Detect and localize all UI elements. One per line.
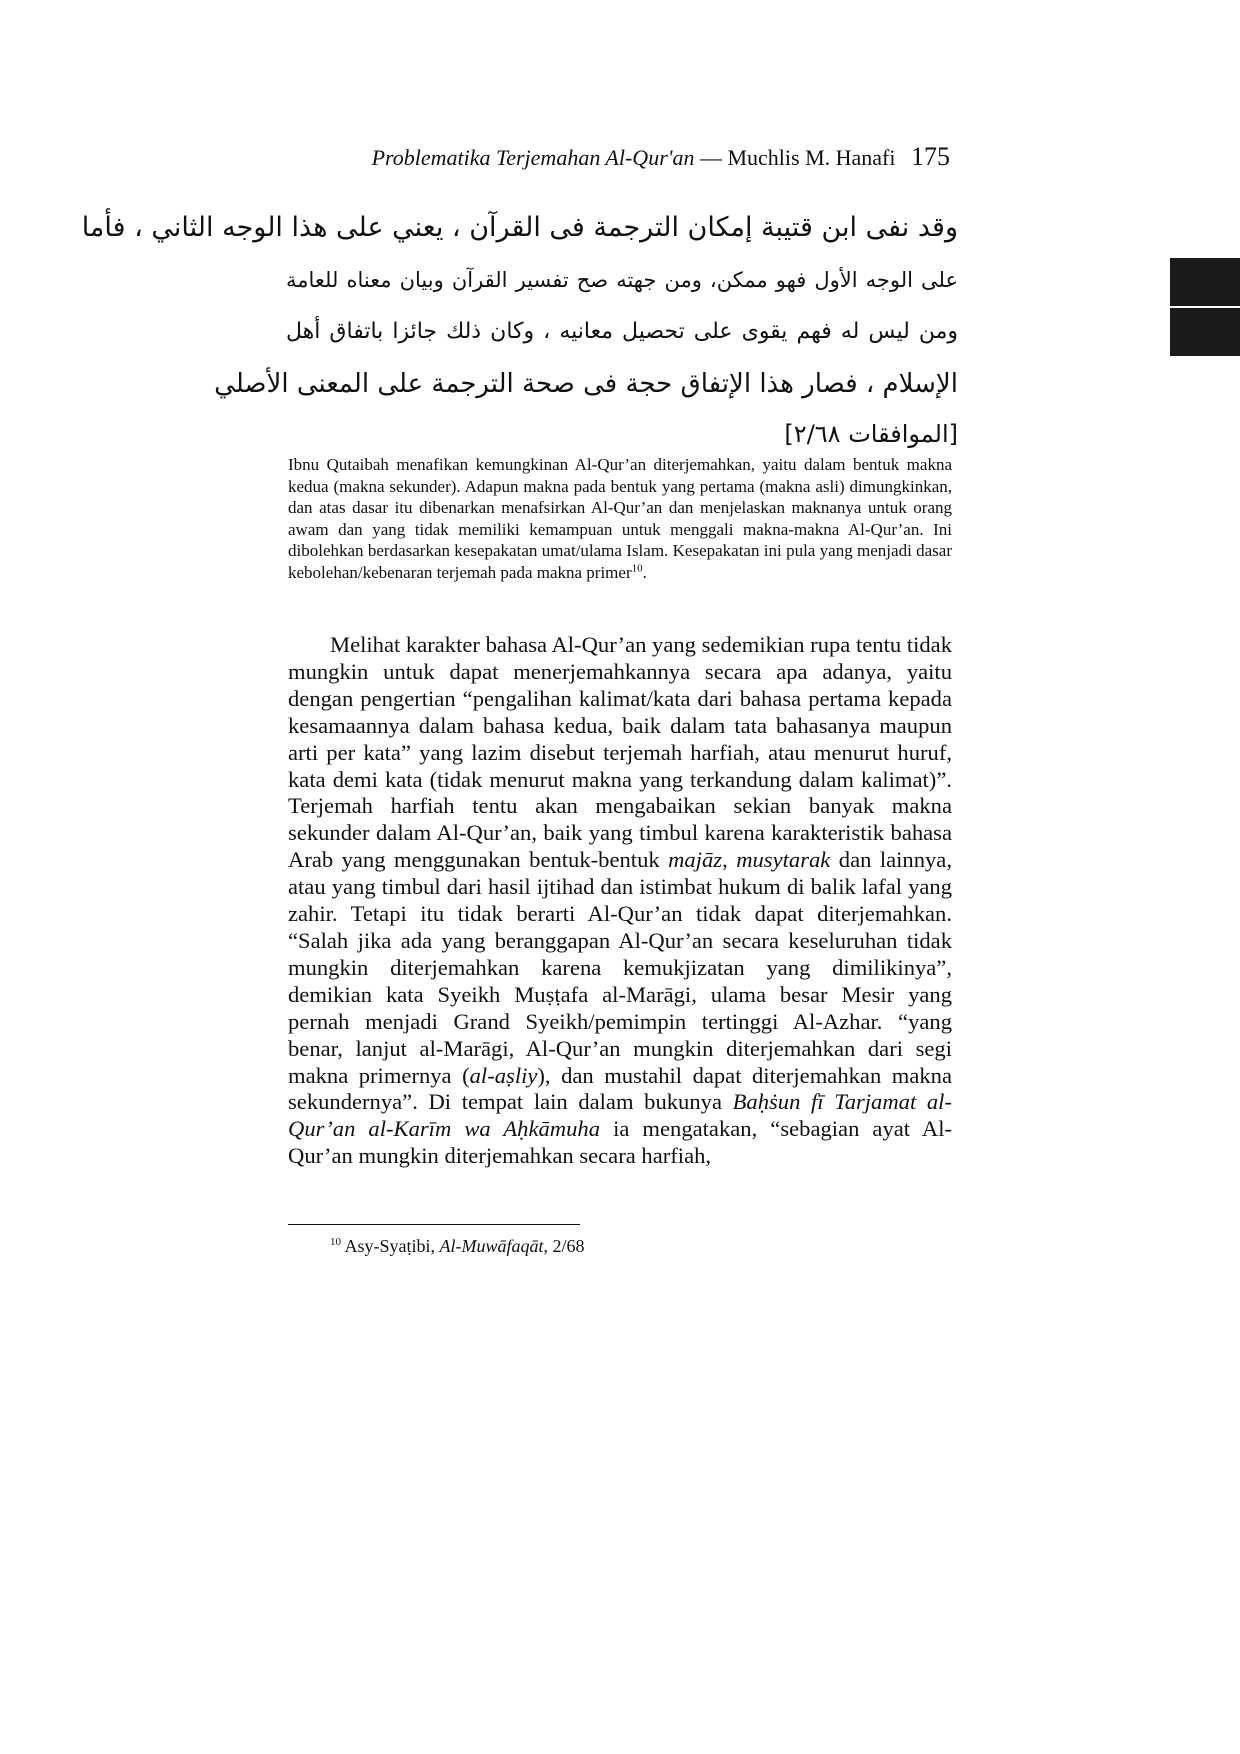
running-head-title: Problematika Terjemahan Al-Qur'an	[371, 145, 695, 170]
term-al-asliy: al-aṣliy	[469, 1062, 538, 1088]
term-musytarak: musytarak	[736, 847, 831, 873]
body-text-part-3: dan lainnya, atau yang timbul dari hasil ijtihad dan istimbat hukum di balik lafal yang zahir. Tetapi itu tidak berarti Al-Qur’an tidak dapat diterjemahkan. “Salah jika ada yang beranggapan Al-Qur’an secara keseluruhan tidak mungkin diterjemahkan karena kemukjizatan yang dimilikinya”, demikian kata Syeikh Muṣṭafa al-Marāgi, ulama besar Mesir yang pernah menjadi Grand Syeikh/pemimpin tertinggi Al-Azhar. “yang benar, lanjut al-Marāgi, Al-Qur’an mungkin diterjemahkan dari segi makna primernya (	[288, 847, 952, 1088]
quote-translation	[288, 454, 952, 583]
body-text-part-5: ia mengatakan, “sebagian ayat Al-Qur’an mungkin diterjemahkan secara harfiah,	[288, 1116, 952, 1169]
arabic-quotation	[81, 202, 958, 458]
body-text-part-2: ,	[722, 847, 737, 873]
running-head	[372, 142, 950, 172]
footnote-work: Al-Muwāfaqāt	[439, 1236, 544, 1256]
footnote-divider	[288, 1224, 580, 1225]
footnote-ref: , 2/68	[543, 1236, 585, 1256]
footnote-author: Asy-Syaṭibi,	[344, 1236, 440, 1256]
thumb-index-tab-top	[1170, 258, 1240, 306]
footnote	[330, 1236, 585, 1257]
arabic-quote-line-3: ومن ليس له فهم يقوى على تحصيل معانيه ، وكان ذلك جائزا باتفاق أهل	[286, 319, 958, 344]
book-title: Baḥṡun fī Tarjamat al-Qur’an al-Karīm wa Aḥkāmuha	[288, 1089, 952, 1142]
footnote-number: 10	[330, 1236, 341, 1248]
arabic-quote-line-4: الإسلام ، فصار هذا الإتفاق حجة فى صحة الترجمة على المعنى الأصلي	[214, 369, 958, 399]
body-text-part-1: Melihat karakter bahasa Al-Qur’an yang sedemikian rupa tentu tidak mungkin untuk dapat menerjemahkannya secara apa adanya, yaitu dengan pengertian “pengalihan kalimat/kata dari bahasa pertama kepada kesamaannya dalam bahasa kedua, baik dalam tata bahasanya maupun arti per kata” yang lazim disebut terjemah harfiah, atau menurut huruf, kata demi kata (tidak menurut makna yang terkandung dalam kalimat)”. Terjemah harfiah tentu akan mengabaikan sekian banyak makna sekunder dalam Al-Qur’an, baik yang timbul karena karakteristik bahasa Arab yang menggunakan bentuk-bentuk	[288, 632, 952, 873]
thumb-index-tab-bottom	[1170, 308, 1240, 356]
term-majaz: majāz	[668, 847, 723, 873]
body-paragraph	[288, 632, 952, 1170]
footnote-reference[interactable]: 10	[631, 561, 643, 574]
page-number: 175	[911, 142, 950, 171]
arabic-quote-citation: [الموافقات ٢/٦٨]	[784, 420, 958, 448]
running-head-author: Muchlis M. Hanafi	[727, 145, 896, 170]
translation-text: Ibnu Qutaibah menafikan kemungkinan Al-Qur’an diterjemahkan, yaitu dalam bentuk makna kedua (makna sekunder). Adapun makna pada bentuk yang pertama (makna asli) dimungkinkan, dan atas dasar itu dibenarkan menafsirkan Al-Qur’an dan menjelaskan maknanya untuk orang awam dan yang tidak memiliki kemampuan untuk menggali makna-makna Al-Qur’an. Ini dibolehkan berdasarkan kesepakatan umat/ulama Islam. Kesepakatan ini pula yang menjadi dasar kebolehan/kebenaran terjemah pada makna primer	[288, 455, 952, 582]
arabic-quote-line-1: وقد نفى ابن قتيبة إمكان الترجمة فى القرآن ، يعني على هذا الوجه الثاني ، فأما	[81, 212, 958, 243]
running-head-separator: —	[699, 145, 722, 170]
translation-end: .	[642, 562, 647, 582]
body-text-part-4: ), dan mustahil dapat diterjemahkan makna sekundernya”. Di tempat lain dalam bukunya	[288, 1062, 952, 1115]
arabic-quote-line-2: على الوجه الأول فهو ممكن، ومن جهته صح تفسير القرآن وبيان معناه للعامة	[286, 268, 958, 292]
